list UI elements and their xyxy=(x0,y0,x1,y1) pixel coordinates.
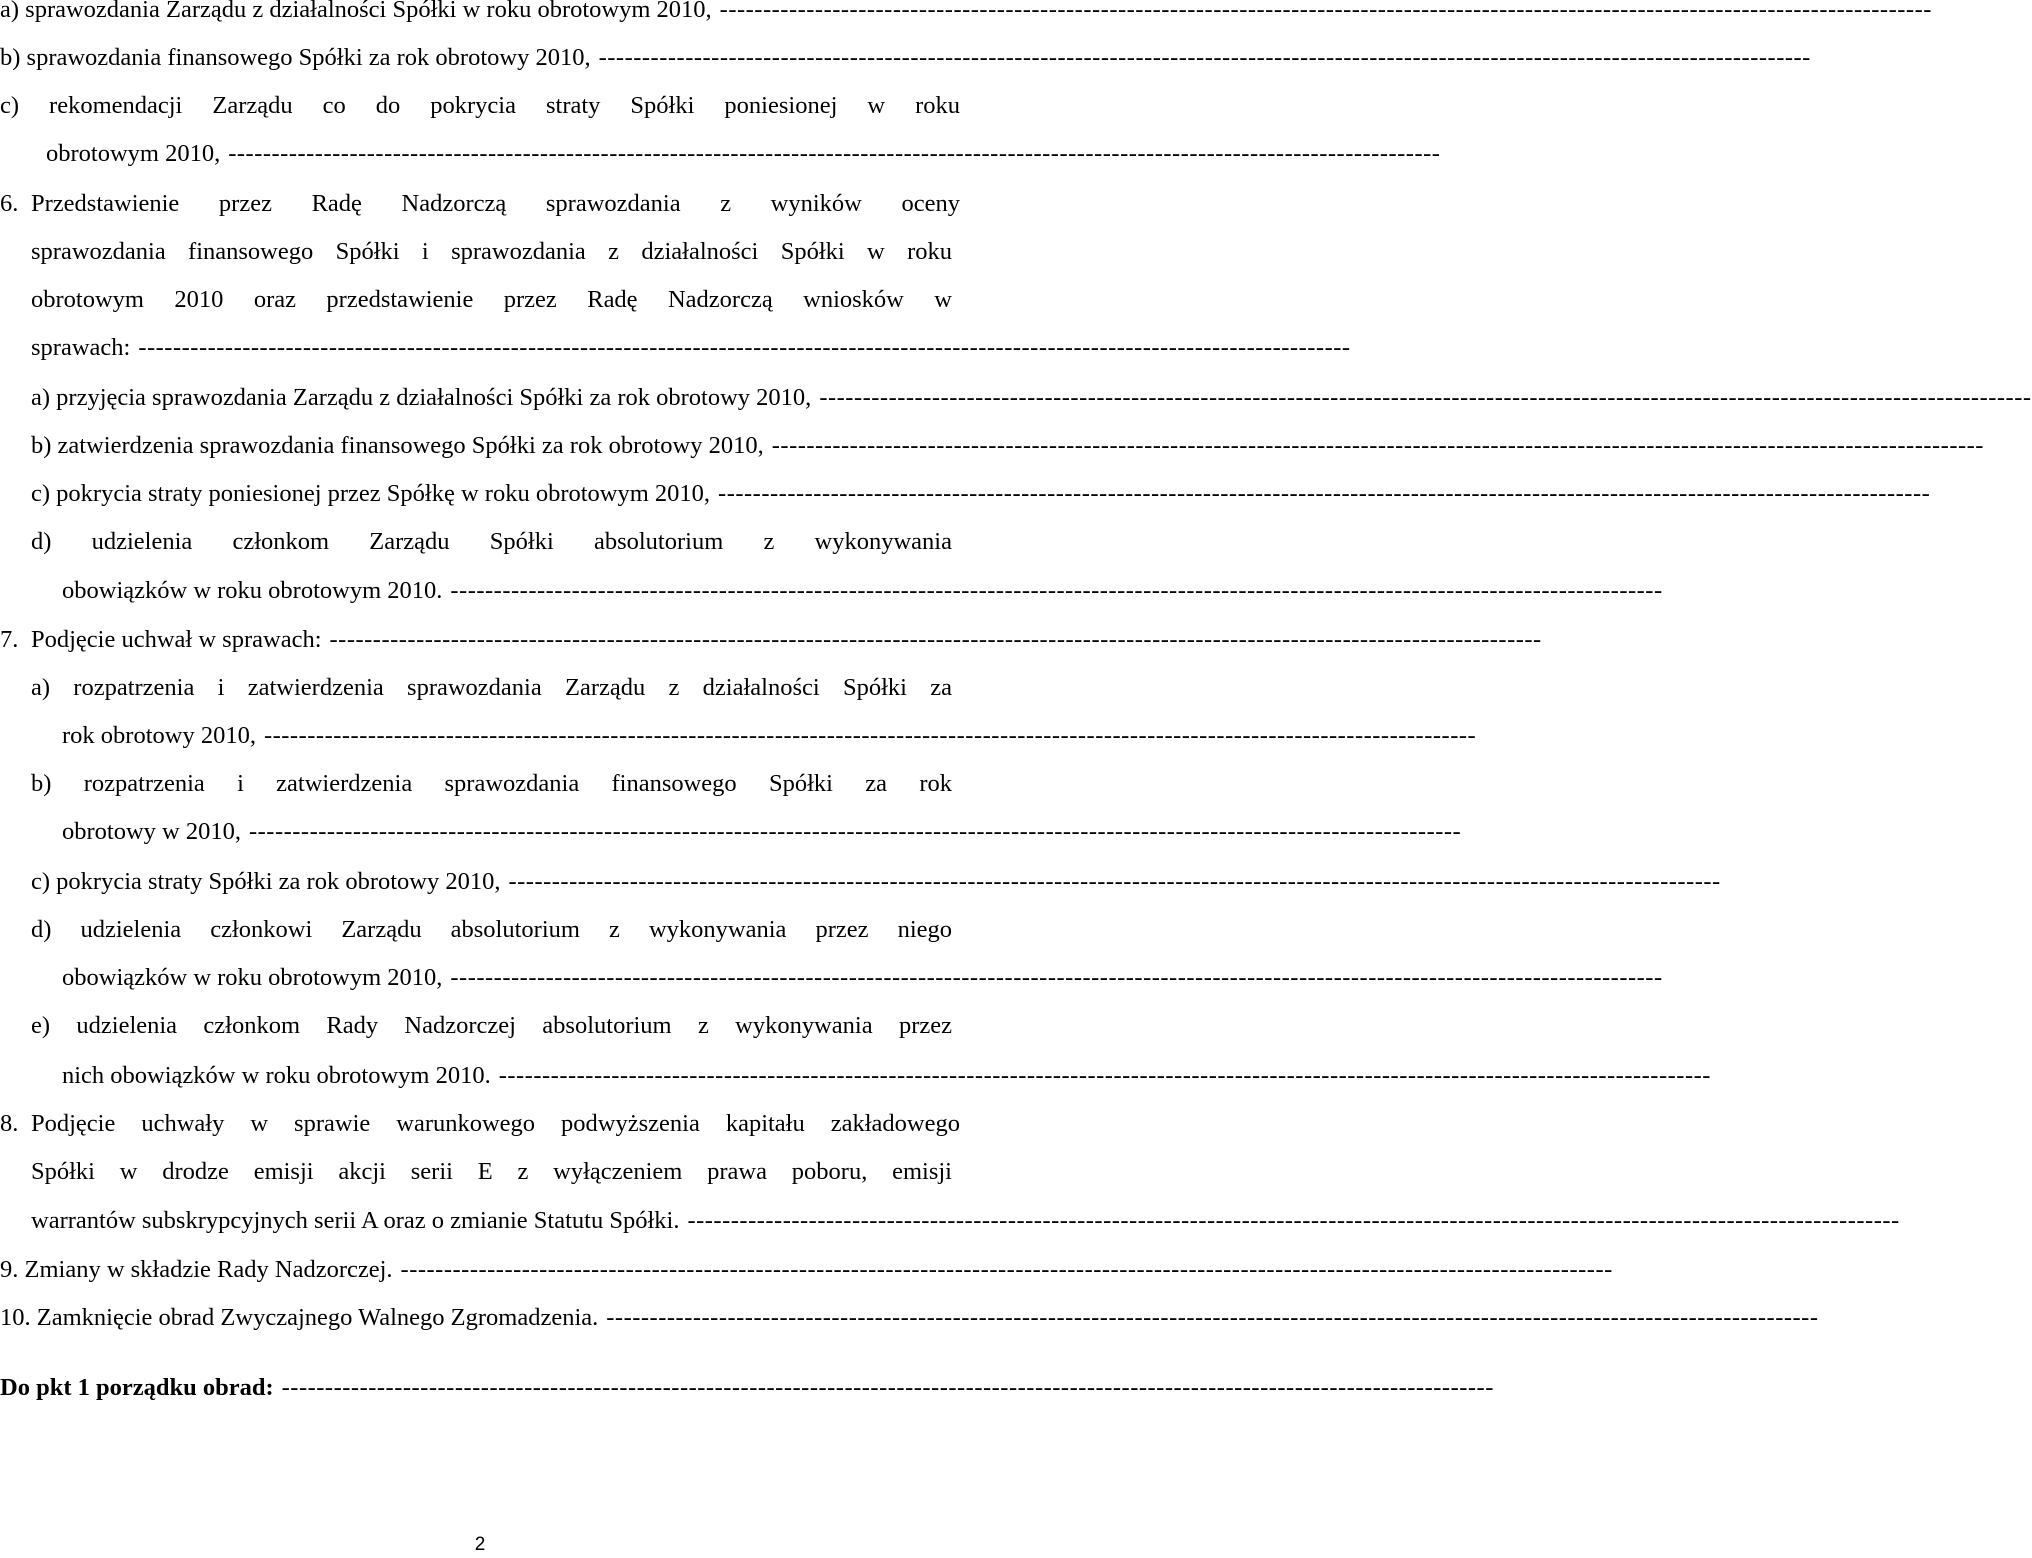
dash-filler: -------------------------------------------------------------------------------------------------------------------------------------------- xyxy=(228,140,1441,167)
agenda-line xyxy=(31,770,952,804)
dash-filler: -------------------------------------------------------------------------------------------------------------------------------------------- xyxy=(771,432,1984,459)
agenda-line xyxy=(31,432,1984,466)
dash-filler: -------------------------------------------------------------------------------------------------------------------------------------------- xyxy=(687,1207,1900,1234)
line-text: b) sprawozdania finansowego Spółki za rok obrotowy 2010, xyxy=(0,44,591,71)
agenda-line xyxy=(62,722,1477,756)
agenda-item-9 xyxy=(0,1256,1613,1290)
agenda-line xyxy=(0,0,1932,30)
agenda-line xyxy=(62,964,1663,998)
line-text: Przedstawienie przez Radę Nadzorczą sprawozdania z wyników oceny xyxy=(31,190,960,217)
line-text: warrantów subskrypcyjnych serii A oraz o zmianie Statutu Spółki. xyxy=(31,1207,680,1234)
line-text: b) rozpatrzenia i zatwierdzenia sprawozdania finansowego Spółki za rok xyxy=(31,770,952,797)
agenda-line xyxy=(31,674,952,708)
agenda-line xyxy=(31,334,1351,368)
agenda-line xyxy=(31,286,952,320)
page-number: 2 xyxy=(474,1534,486,1555)
agenda-line xyxy=(31,1012,952,1046)
line-text: obowiązków w roku obrotowym 2010, xyxy=(62,964,443,991)
dash-filler: -------------------------------------------------------------------------------------------------------------------------------------------- xyxy=(508,868,1721,895)
agenda-line xyxy=(31,916,952,950)
line-text: sprawach: xyxy=(31,334,131,361)
agenda-line xyxy=(31,868,1721,902)
dash-filler: -------------------------------------------------------------------------------------------------------------------------------------------- xyxy=(138,334,1351,361)
agenda-line xyxy=(0,44,1811,78)
agenda-line xyxy=(31,480,1931,514)
line-text: 9. Zmiany w składzie Rady Nadzorczej. xyxy=(0,1256,393,1283)
agenda-line xyxy=(31,384,2032,418)
agenda-line xyxy=(62,1062,1711,1096)
line-text: d) udzielenia członkowi Zarządu absolutorium z wykonywania przez niego xyxy=(31,916,952,943)
line-text: 10. Zamknięcie obrad Zwyczajnego Walnego Zgromadzenia. xyxy=(0,1304,599,1331)
agenda-line xyxy=(0,92,960,126)
dash-filler: -------------------------------------------------------------------------------------------------------------------------------------------- xyxy=(450,577,1663,604)
dash-filler: -------------------------------------------------------------------------------------------------------------------------------------------- xyxy=(400,1256,1613,1283)
dash-filler: -------------------------------------------------------------------------------------------------------------------------------------------- xyxy=(719,0,1932,23)
agenda-item-10 xyxy=(0,1304,1819,1338)
dash-filler: -------------------------------------------------------------------------------------------------------------------------------------------- xyxy=(450,964,1663,991)
line-text: d) udzielenia członkom Zarządu Spółki absolutorium z wykonywania xyxy=(31,528,952,555)
agenda-item-6 xyxy=(0,190,960,224)
dash-filler: -------------------------------------------------------------------------------------------------------------------------------------------- xyxy=(606,1304,1819,1331)
dash-filler: -------------------------------------------------------------------------------------------------------------------------------------------- xyxy=(598,44,1811,71)
line-text: obowiązków w roku obrotowym 2010. xyxy=(62,577,443,604)
line-text: Spółki w drodze emisji akcji serii E z wyłączeniem prawa poboru, emisji xyxy=(31,1158,952,1185)
line-text: obrotowy w 2010, xyxy=(62,818,241,845)
line-text: Podjęcie uchwały w sprawie warunkowego podwyższenia kapitału zakładowego xyxy=(31,1110,960,1137)
dash-filler: -------------------------------------------------------------------------------------------------------------------------------------------- xyxy=(718,480,1931,507)
line-text: a) przyjęcia sprawozdania Zarządu z działalności Spółki za rok obrotowy 2010, xyxy=(31,384,812,411)
heading-text: Do pkt 1 porządku obrad: xyxy=(0,1374,274,1401)
item-number: 8. xyxy=(0,1110,19,1137)
line-text: c) pokrycia straty poniesionej przez Spółkę w roku obrotowym 2010, xyxy=(31,480,711,507)
line-text: e) udzielenia członkom Rady Nadzorczej absolutorium z wykonywania przez xyxy=(31,1012,952,1039)
dash-filler: -------------------------------------------------------------------------------------------------------------------------------------------- xyxy=(281,1374,1494,1401)
dash-filler: -------------------------------------------------------------------------------------------------------------------------------------------- xyxy=(329,626,1542,653)
dash-filler: -------------------------------------------------------------------------------------------------------------------------------------------- xyxy=(248,818,1462,845)
agenda-line xyxy=(46,140,1441,174)
dash-filler: -------------------------------------------------------------------------------------------------------------------------------------------- xyxy=(498,1062,1711,1089)
dash-filler: -------------------------------------------------------------------------------------------------------------------------------------------- xyxy=(263,722,1477,749)
line-text: nich obowiązków w roku obrotowym 2010. xyxy=(62,1062,491,1089)
item-number: 7. xyxy=(0,626,19,653)
line-text: obrotowym 2010 oraz przedstawienie przez Radę Nadzorczą wniosków w xyxy=(31,286,952,313)
line-text: Podjęcie uchwał w sprawach: xyxy=(31,626,322,653)
section-heading xyxy=(0,1374,1494,1408)
line-text: c) rekomendacji Zarządu co do pokrycia straty Spółki poniesionej w roku xyxy=(0,92,960,119)
agenda-line xyxy=(62,577,1663,611)
agenda-line xyxy=(31,1207,1900,1241)
agenda-item-8 xyxy=(0,1110,960,1144)
agenda-line xyxy=(31,1158,952,1192)
line-text: b) zatwierdzenia sprawozdania finansowego Spółki za rok obrotowy 2010, xyxy=(31,432,764,459)
line-text: rok obrotowy 2010, xyxy=(62,722,256,749)
dash-filler: -------------------------------------------------------------------------------------------------------------------------------------------- xyxy=(819,384,2032,411)
agenda-line xyxy=(62,818,1462,852)
agenda-line xyxy=(31,528,952,562)
line-text: obrotowym 2010, xyxy=(46,140,221,167)
line-text: c) pokrycia straty Spółki za rok obrotowy 2010, xyxy=(31,868,501,895)
line-text: a) rozpatrzenia i zatwierdzenia sprawozdania Zarządu z działalności Spółki za xyxy=(31,674,952,701)
line-text: a) sprawozdania Zarządu z działalności Spółki w roku obrotowym 2010, xyxy=(0,0,712,23)
line-text: sprawozdania finansowego Spółki i sprawozdania z działalności Spółki w roku xyxy=(31,238,952,265)
item-number: 6. xyxy=(0,190,19,217)
agenda-item-7 xyxy=(0,626,1542,660)
agenda-line xyxy=(31,238,952,272)
